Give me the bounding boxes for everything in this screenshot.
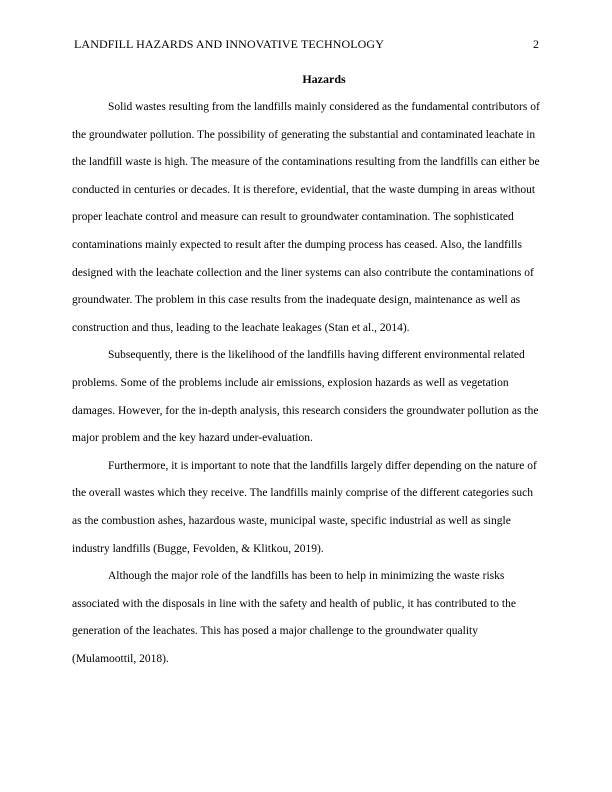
paragraph-3: Furthermore, it is important to note that the landfills largely differ depending on the nature of the overall wastes which they receive. The landfills mainly comprise of the different categories such as the combustion ashes, hazardous waste, municipal waste, specific industrial as well as single industry landfills (Bugge, Fevolden, & Klitkou, 2019). bbox=[72, 459, 537, 555]
paragraph-2: Subsequently, there is the likelihood of the landfills having different environmental related problems. Some of the problems include air emissions, explosion hazards as well as vegetation damages. However, for the in-depth analysis, this research considers the groundwater pollution as the major problem and the key hazard under-evaluation. bbox=[72, 349, 539, 445]
running-head: LANDFILL HAZARDS AND INNOVATIVE TECHNOLOGY bbox=[74, 37, 384, 51]
body-text bbox=[72, 94, 540, 673]
paragraph-4: Although the major role of the landfills has been to help in minimizing the waste risks associated with the disposals in line with the safety and health of public, it has contributed to the generation of the leachates. This has posed a major challenge to the groundwater quality (Mulamoottil, 2018). bbox=[72, 570, 516, 665]
page-number: 2 bbox=[533, 37, 539, 51]
paragraph-1: Solid wastes resulting from the landfills mainly considered as the fundamental contributors of the groundwater pollution. The possibility of generating the substantial and contaminated leachate in the landfill waste is high. The measure of the contaminations resulting from the landfills can either be conducted in centuries or decades. It is therefore, evidential, that the waste dumping in areas without proper leachate control and measure can result to groundwater contamination. The sophisticated contaminations mainly expected to result after the dumping process has ceased. Also, the landfills designed with the leachate collection and the liner systems can also contribute the contaminations of groundwater. The problem in this case results from the inadequate design, maintenance as well as construction and thus, leading to the leachate leakages (Stan et al., 2014). bbox=[72, 101, 540, 334]
section-title: Hazards bbox=[302, 72, 346, 86]
